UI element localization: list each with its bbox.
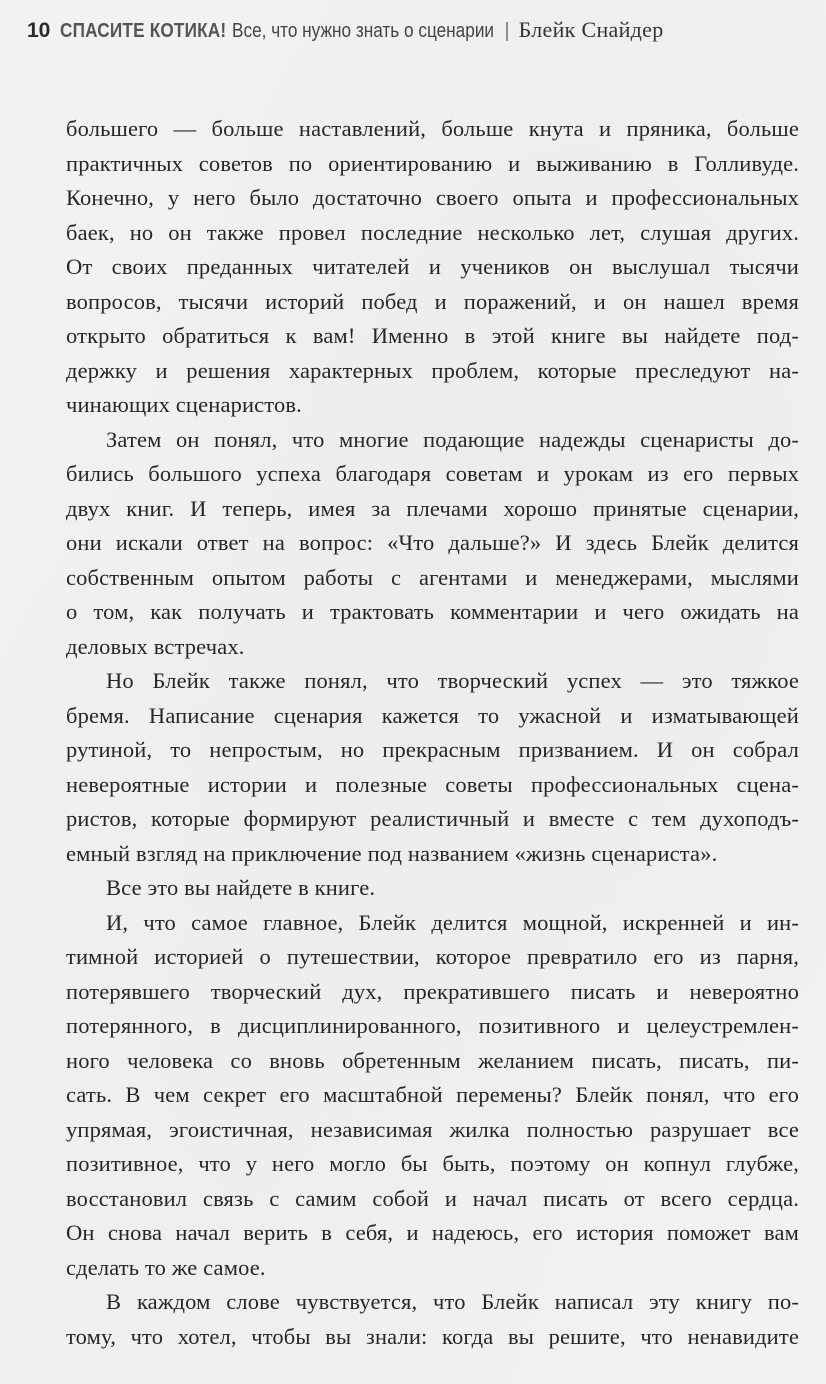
header-separator: |	[504, 20, 510, 42]
text-line: От своих преданных читателей и учеников он выслушал тысячи	[66, 254, 799, 279]
page-number: 10	[27, 19, 51, 42]
text-line: открыто обратиться к вам! Именно в этой книге вы найдете под-	[66, 323, 799, 348]
text-line: бремя. Написание сценария кажется то ужасной и изматывающей	[66, 702, 799, 728]
text-line: Все это вы найдете в книге.	[106, 875, 376, 900]
text-line: баек, но он также провел последние несколько лет, слушая других.	[66, 219, 799, 245]
text-line: Он снова начал верить в себя, и надеюсь, его история поможет вам	[66, 1220, 799, 1245]
text-line: сать. В чем секрет его масштабной перемены? Блейк понял, что его	[66, 1082, 799, 1107]
text-line: чинающих сценаристов.	[66, 392, 302, 417]
text-line: упрямая, эгоистичная, независимая жилка полностью разрушает все	[66, 1116, 799, 1142]
text-line: держку и решения характерных проблем, которые преследуют на-	[66, 357, 799, 383]
text-line: потерянного, в дисциплинированного, позитивного и целеустремлен-	[66, 1013, 799, 1038]
running-head	[27, 17, 664, 45]
paragraph	[66, 664, 799, 871]
paragraph	[66, 1285, 799, 1354]
text-line: они искали ответ на вопрос: «Что дальше?» И здесь Блейк делится	[66, 530, 799, 555]
text-line: двух книг. И теперь, имея за плечами хорошо принятые сценарии,	[66, 495, 799, 521]
text-line: позитивное, что у него могло бы быть, поэтому он копнул глубже,	[66, 1151, 799, 1176]
text-line: собственным опытом работы с агентами и менеджерами, мыслями	[66, 564, 799, 590]
text-line: вопросов, тысячи историй побед и поражений, и он нашел время	[66, 288, 799, 314]
book-subtitle: Все, что нужно знать о сценарии	[231, 20, 494, 42]
text-line: ристов, которые формируют реалистичный и вместе с тем духоподъ-	[66, 806, 799, 831]
text-line: о том, как получать и трактовать комментарии и чего ожидать на	[66, 599, 799, 624]
text-line: тимной историей о путешествии, которое превратило его из парня,	[66, 944, 799, 969]
text-line: практичных советов по ориентированию и выживанию в Голливуде.	[66, 150, 799, 176]
body-text	[66, 112, 799, 1354]
text-line: невероятные истории и полезные советы профессиональных сцена-	[66, 771, 799, 797]
text-line: Конечно, у него было достаточно своего опыта и профессиональных	[66, 185, 799, 210]
text-line: емный взгляд на приключение под названием «жизнь сценариста».	[66, 840, 718, 866]
text-line: восстановил связь с самим собой и начал писать от всего сердца.	[66, 1185, 799, 1211]
text-line: бились большого успеха благодаря советам и урокам из его первых	[66, 461, 799, 486]
text-line: сделать то же самое.	[66, 1254, 266, 1280]
paragraph	[66, 906, 799, 1286]
text-line: И, что самое главное, Блейк делится мощной, искренней и ин-	[106, 909, 799, 935]
paragraph	[66, 871, 799, 906]
text-line: тому, что хотел, чтобы вы знали: когда вы решите, что ненавидите	[66, 1323, 799, 1349]
text-line: В каждом слове чувствуется, что Блейк написал эту книгу по-	[106, 1289, 799, 1314]
paragraph	[66, 112, 799, 423]
text-line: Но Блейк также понял, что творческий успех — это тяжкое	[106, 668, 799, 693]
text-line: большего — больше наставлений, больше кнута и пряника, больше	[66, 116, 799, 141]
paragraph	[66, 423, 799, 665]
text-line: Затем он понял, что многие подающие надежды сценаристы до-	[106, 426, 799, 452]
text-line: деловых встречах.	[66, 633, 245, 659]
author-name: Блейк Снайдер	[518, 17, 664, 42]
series-title: СПАСИТЕ КОТИКА!	[60, 20, 227, 42]
text-line: потерявшего творческий дух, прекратившего писать и невероятно	[66, 978, 799, 1004]
text-line: ного человека со вновь обретенным желанием писать, писать, пи-	[66, 1047, 799, 1073]
text-line: рутиной, то непростым, но прекрасным призванием. И он собрал	[66, 737, 799, 762]
